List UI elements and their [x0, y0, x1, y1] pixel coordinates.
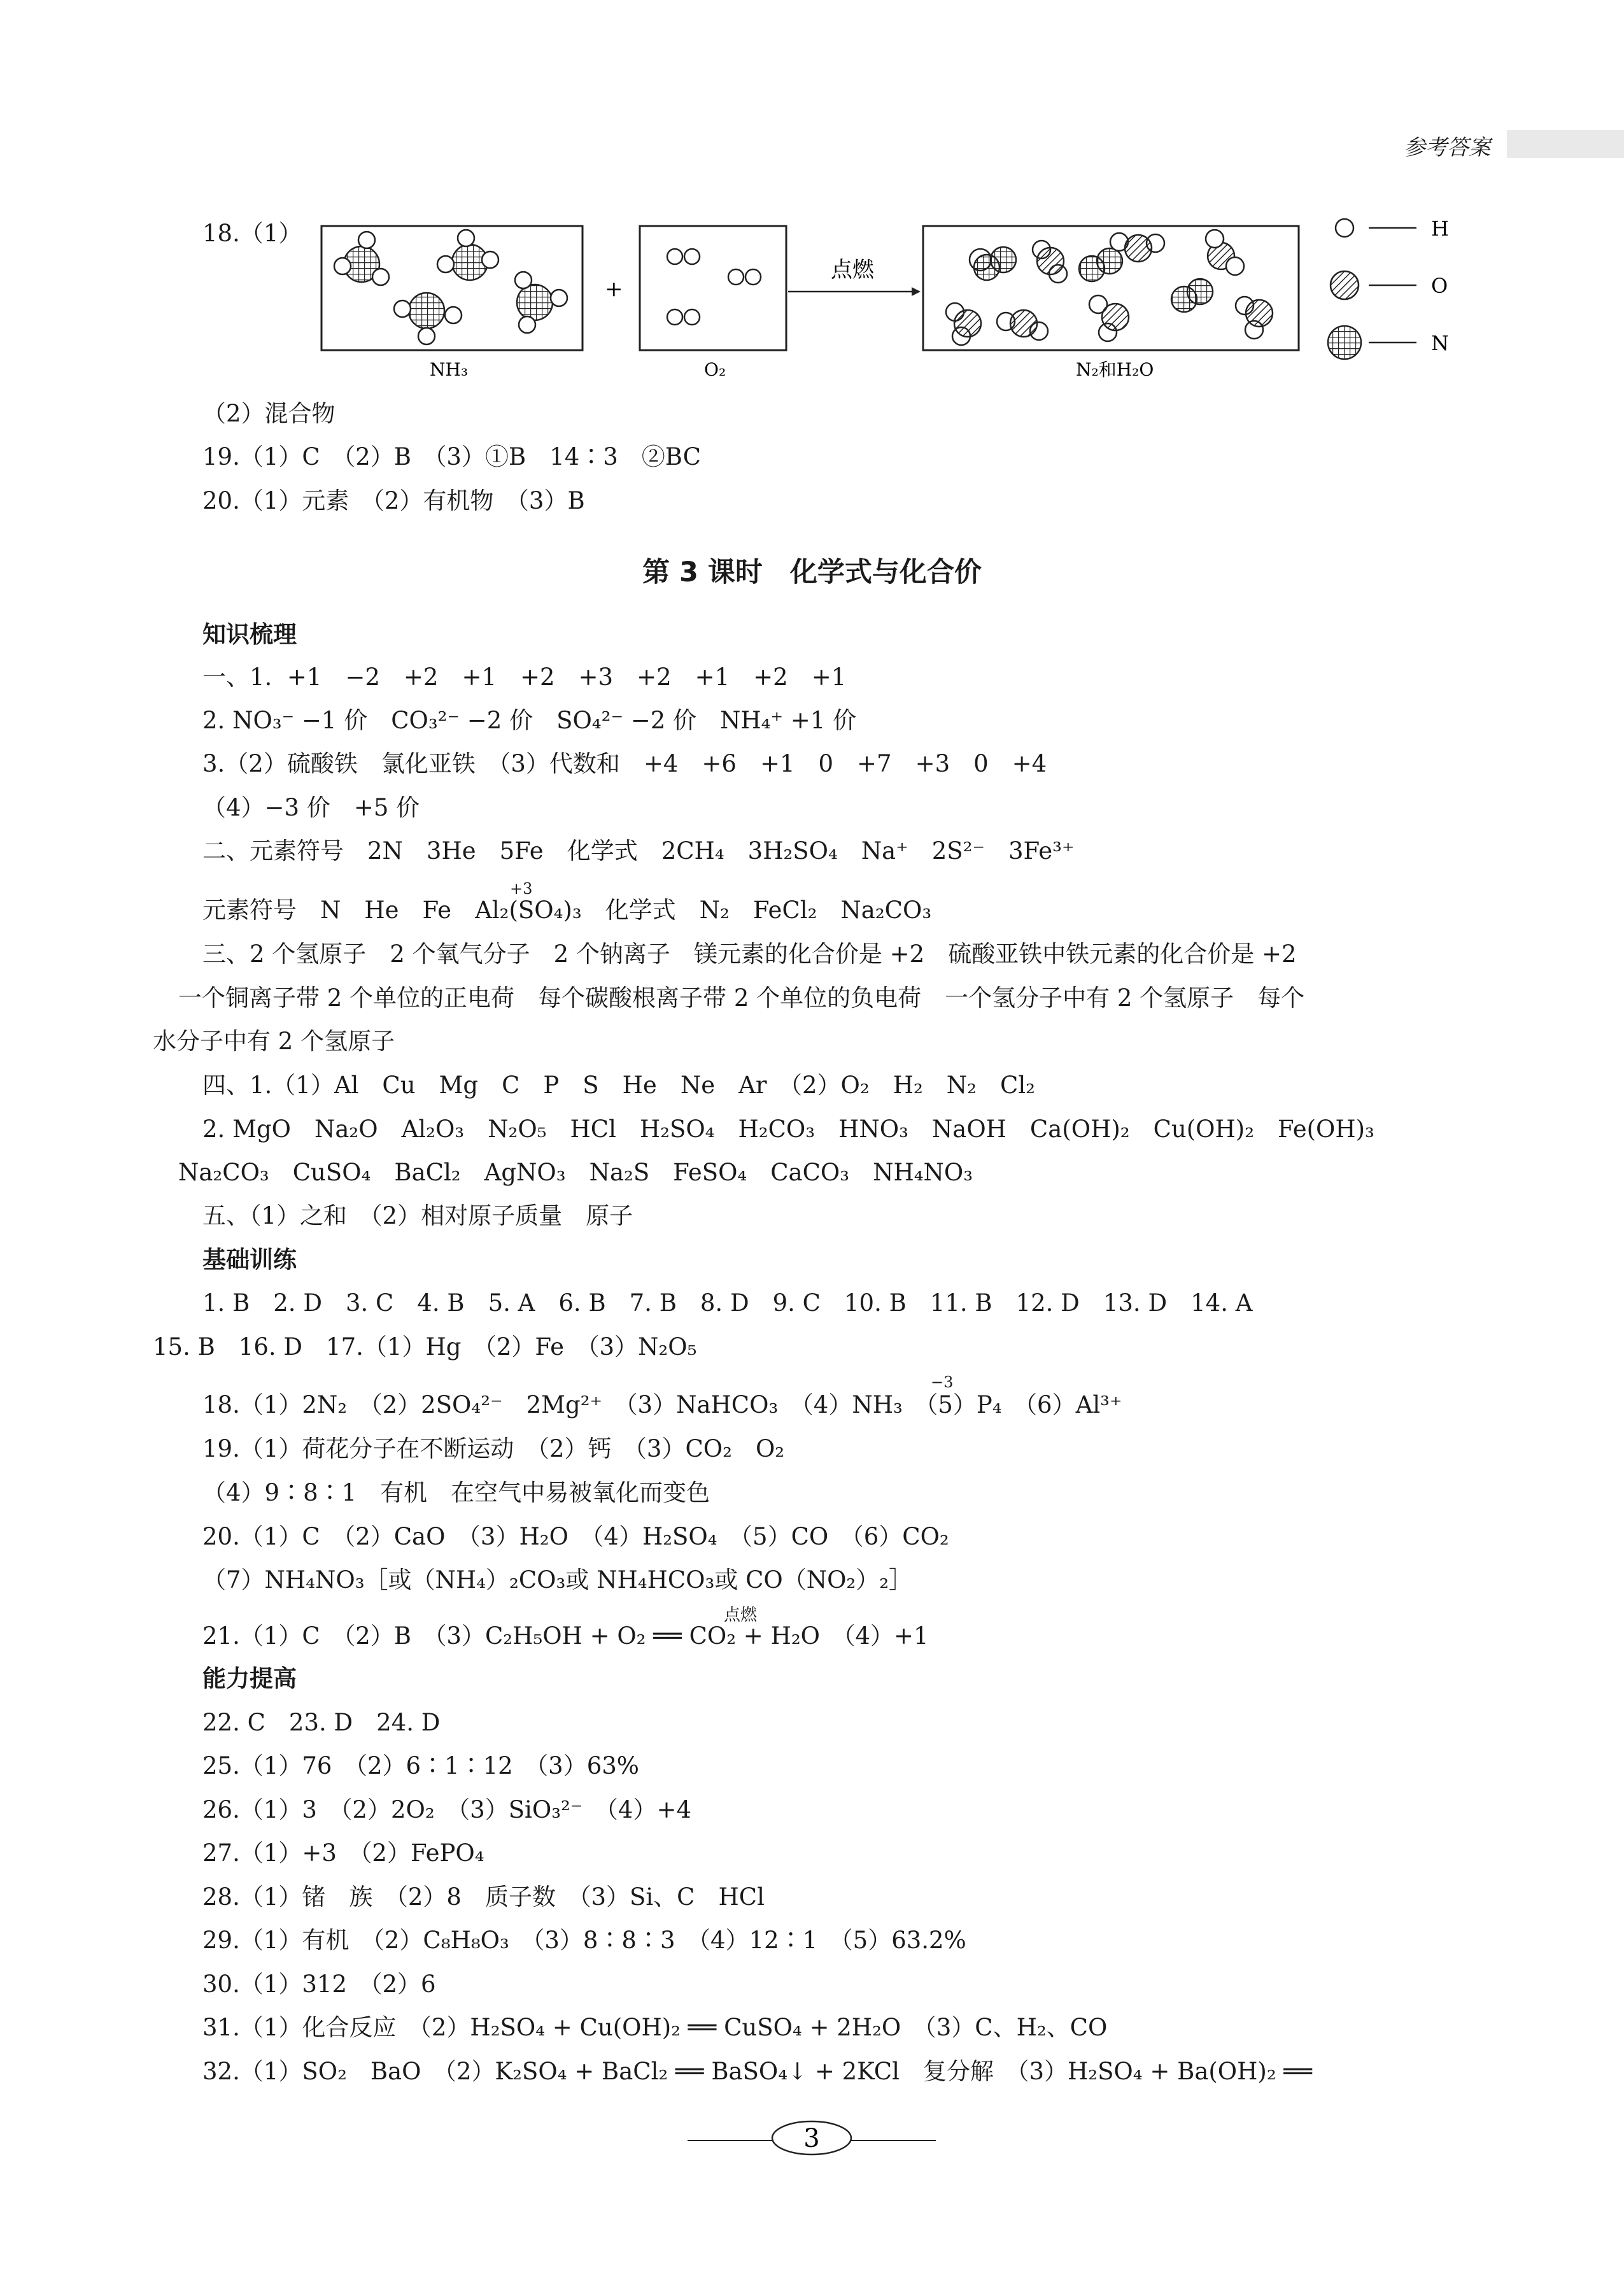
answer-line: 20.（1）元素 （2）有机物 （3）B	[202, 487, 585, 514]
answer-line: 2. MgO Na₂O Al₂O₃ N₂O₅ HCl H₂SO₄ H₂CO₃ HNO₃ NaOH Ca(OH)₂ Cu(OH)₂ Fe(OH)₃	[202, 1115, 1374, 1143]
answer-line: 五、（1）之和 （2）相对原子质量 原子	[202, 1202, 633, 1229]
answer-line: 30.（1）312 （2）6	[202, 1970, 436, 1998]
answer-line: 31.（1）化合反应 （2）H₂SO₄ + Cu(OH)₂ ══ CuSO₄ + 2H₂O （3）C、H₂、CO	[202, 2014, 1108, 2041]
page-number-ornament	[688, 2114, 936, 2158]
answer-line: 1. B 2. D 3. C 4. B 5. A 6. B 7. B 8. D 9. C 10. B 11. B 12. D 13. D 14. A	[202, 1289, 1253, 1317]
answer-line: 22. C 23. D 24. D	[202, 1709, 441, 1736]
heading-basic: 基础训练	[202, 1246, 297, 1273]
page-number: 3	[803, 2124, 820, 2153]
condition-label: 点燃	[724, 1606, 758, 1625]
answer-line: 一、1. +1 −2 +2 +1 +2 +3 +2 +1 +2 +1	[202, 663, 847, 691]
heading-knowledge: 知识梳理	[202, 621, 297, 648]
legend-h-circle	[1336, 219, 1353, 237]
q18-label: 18.（1）	[202, 220, 302, 247]
answer-line: 元素符号 N He Fe Al₂(SO₄)₃ 化学式 N₂ FeCl₂ Na₂CO₃	[202, 896, 932, 924]
answer-line: 27.（1）+3 （2）FePO₄	[202, 1839, 484, 1867]
plus-sign: +	[605, 276, 623, 302]
heading-advanced: 能力提高	[202, 1665, 297, 1692]
header-bar	[1507, 130, 1624, 158]
valence-mark-al: +3	[510, 880, 533, 898]
legend-h: H	[1431, 216, 1449, 241]
answer-line: 3.（2）硫酸铁 氯化亚铁 （3）代数和 +4 +6 +1 0 +7 +3 0 +4	[202, 750, 1047, 777]
section-title: 第 3 课时 化学式与化合价	[642, 556, 982, 588]
legend-o-circle	[1331, 271, 1359, 299]
answer-line: 20.（1）C （2）CaO （3）H₂O （4）H₂SO₄ （5）CO （6）CO₂	[202, 1523, 949, 1550]
answer-line: （2）混合物	[202, 400, 335, 427]
legend-n-circle	[1328, 326, 1361, 359]
answer-line: 18.（1）2N₂ （2）2SO₄²⁻ 2Mg²⁺ （3）NaHCO₃ （4）NH₃ （5）P₄ （6）Al³⁺	[202, 1391, 1122, 1418]
answer-line: 26.（1）3 （2）2O₂ （3）SiO₃²⁻ （4）+4	[202, 1796, 692, 1823]
answer-line: 15. B 16. D 17.（1）Hg （2）Fe （3）N₂O₅	[153, 1333, 697, 1361]
legend-o: O	[1431, 274, 1448, 298]
legend-n: N	[1431, 331, 1449, 355]
answer-line: 25.（1）76 （2）6∶1∶12 （3）63%	[202, 1752, 639, 1779]
answer-line: （4）−3 价 +5 价	[202, 794, 420, 821]
answer-line: 一个铜离子带 2 个单位的正电荷 每个碳酸根离子带 2 个单位的负电荷 一个氢分子中有 2 个氢原子 每个	[178, 984, 1305, 1012]
answer-line: Na₂CO₃ CuSO₄ BaCl₂ AgNO₃ Na₂S FeSO₄ CaCO₃ NH₄NO₃	[178, 1159, 973, 1186]
answer-line: 19.（1）荷花分子在不断运动 （2）钙 （3）CO₂ O₂	[202, 1435, 785, 1462]
caption-products: N₂和H₂O	[1076, 359, 1154, 380]
answer-line: 二、元素符号 2N 3He 5Fe 化学式 2CH₄ 3H₂SO₄ Na⁺ 2S²⁻ 3Fe³⁺	[202, 837, 1075, 865]
molecule-diagram	[318, 216, 1490, 388]
answer-line: （7）NH₄NO₃［或（NH₄）₂CO₃或 NH₄HCO₃或 CO（NO₂）₂］	[202, 1566, 913, 1594]
caption-nh3: NH₃	[430, 359, 469, 380]
answer-line: 四、1.（1）Al Cu Mg C P S He Ne Ar （2）O₂ H₂ N₂ Cl₂	[202, 1072, 1035, 1099]
answer-line: 28.（1）锗 族 （2）8 质子数 （3）Si、C HCl	[202, 1883, 765, 1911]
answer-line: 2. NO₃⁻ −1 价 CO₃²⁻ −2 价 SO₄²⁻ −2 价 NH₄⁺ +1 价	[202, 707, 857, 734]
valence-mark-n: −3	[931, 1373, 954, 1391]
running-header: 参考答案	[1404, 135, 1490, 160]
answer-line: 21.（1）C （2）B （3）C₂H₅OH + O₂ ══ CO₂ + H₂O （4）+1	[202, 1622, 929, 1650]
answer-line: （4）9∶8∶1 有机 在空气中易被氧化而变色	[202, 1479, 710, 1506]
answer-line: 三、2 个氢原子 2 个氧气分子 2 个钠离子 镁元素的化合价是 +2 硫酸亚铁中铁元素的化合价是 +2	[202, 940, 1297, 968]
arrow-label: 点燃	[831, 257, 874, 283]
answer-line: 29.（1）有机 （2）C₈H₈O₃ （3）8∶8∶3 （4）12∶1 （5）63.2%	[202, 1927, 966, 1954]
answer-line: 水分子中有 2 个氢原子	[153, 1028, 395, 1055]
caption-o2: O₂	[704, 359, 726, 380]
answer-line: 19.（1）C （2）B （3）①B 14∶3 ②BC	[202, 443, 701, 470]
o2-box	[640, 226, 786, 350]
answer-line: 32.（1）SO₂ BaO （2）K₂SO₄ + BaCl₂ ══ BaSO₄↓ + 2KCl 复分解 （3）H₂SO₄ + Ba(OH)₂ ══	[202, 2058, 1312, 2085]
